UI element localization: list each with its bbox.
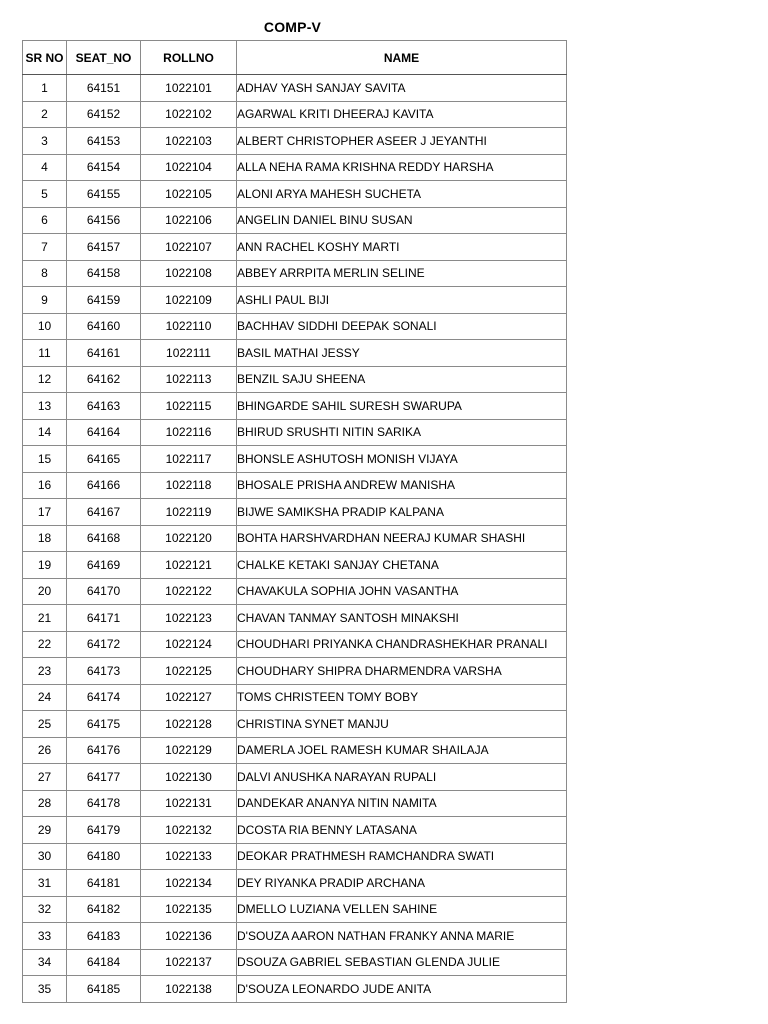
cell-name: D'SOUZA AARON NATHAN FRANKY ANNA MARIE	[237, 923, 567, 950]
cell-roll-no: 1022107	[141, 234, 237, 261]
cell-seat-no: 64184	[67, 949, 141, 976]
cell-seat-no: 64179	[67, 817, 141, 844]
cell-sr-no: 6	[23, 207, 67, 234]
cell-name: DEOKAR PRATHMESH RAMCHANDRA SWATI	[237, 843, 567, 870]
cell-roll-no: 1022135	[141, 896, 237, 923]
table-row	[23, 207, 567, 234]
cell-roll-no: 1022132	[141, 817, 237, 844]
cell-sr-no: 4	[23, 154, 67, 181]
cell-roll-no: 1022117	[141, 446, 237, 473]
cell-name: ALLA NEHA RAMA KRISHNA REDDY HARSHA	[237, 154, 567, 181]
table-row	[23, 684, 567, 711]
table-row	[23, 101, 567, 128]
cell-sr-no: 8	[23, 260, 67, 287]
cell-name: BHOSALE PRISHA ANDREW MANISHA	[237, 472, 567, 499]
cell-seat-no: 64153	[67, 128, 141, 155]
cell-name: DANDEKAR ANANYA NITIN NAMITA	[237, 790, 567, 817]
table-row	[23, 631, 567, 658]
cell-name: ALBERT CHRISTOPHER ASEER J JEYANTHI	[237, 128, 567, 155]
table-body	[23, 75, 567, 1003]
cell-name: BOHTA HARSHVARDHAN NEERAJ KUMAR SHASHI	[237, 525, 567, 552]
table-row	[23, 949, 567, 976]
cell-roll-no: 1022115	[141, 393, 237, 420]
table-row	[23, 313, 567, 340]
table-row	[23, 923, 567, 950]
cell-sr-no: 29	[23, 817, 67, 844]
table-row	[23, 976, 567, 1003]
table-row	[23, 340, 567, 367]
cell-sr-no: 33	[23, 923, 67, 950]
cell-name: BHINGARDE SAHIL SURESH SWARUPA	[237, 393, 567, 420]
cell-seat-no: 64163	[67, 393, 141, 420]
cell-sr-no: 28	[23, 790, 67, 817]
cell-name: CHAVAN TANMAY SANTOSH MINAKSHI	[237, 605, 567, 632]
cell-seat-no: 64160	[67, 313, 141, 340]
cell-roll-no: 1022137	[141, 949, 237, 976]
cell-roll-no: 1022104	[141, 154, 237, 181]
cell-name: BENZIL SAJU SHEENA	[237, 366, 567, 393]
cell-seat-no: 64178	[67, 790, 141, 817]
cell-seat-no: 64170	[67, 578, 141, 605]
cell-roll-no: 1022118	[141, 472, 237, 499]
cell-sr-no: 20	[23, 578, 67, 605]
cell-seat-no: 64165	[67, 446, 141, 473]
header-name: NAME	[237, 41, 567, 75]
cell-seat-no: 64171	[67, 605, 141, 632]
cell-roll-no: 1022119	[141, 499, 237, 526]
cell-roll-no: 1022133	[141, 843, 237, 870]
cell-seat-no: 64185	[67, 976, 141, 1003]
table-row	[23, 128, 567, 155]
cell-sr-no: 26	[23, 737, 67, 764]
cell-roll-no: 1022103	[141, 128, 237, 155]
cell-name: TOMS CHRISTEEN TOMY BOBY	[237, 684, 567, 711]
table-row	[23, 393, 567, 420]
table-row	[23, 366, 567, 393]
cell-name: CHOUDHARI PRIYANKA CHANDRASHEKHAR PRANALI	[237, 631, 567, 658]
cell-seat-no: 64173	[67, 658, 141, 685]
cell-sr-no: 7	[23, 234, 67, 261]
cell-name: CHALKE KETAKI SANJAY CHETANA	[237, 552, 567, 579]
table-row	[23, 896, 567, 923]
header-sr-no: SR NO	[23, 41, 67, 75]
cell-seat-no: 64181	[67, 870, 141, 897]
cell-name: AGARWAL KRITI DHEERAJ KAVITA	[237, 101, 567, 128]
cell-seat-no: 64177	[67, 764, 141, 791]
cell-seat-no: 64168	[67, 525, 141, 552]
cell-name: BASIL MATHAI JESSY	[237, 340, 567, 367]
cell-seat-no: 64175	[67, 711, 141, 738]
cell-sr-no: 2	[23, 101, 67, 128]
cell-roll-no: 1022105	[141, 181, 237, 208]
cell-sr-no: 34	[23, 949, 67, 976]
cell-roll-no: 1022128	[141, 711, 237, 738]
table-row	[23, 843, 567, 870]
cell-roll-no: 1022124	[141, 631, 237, 658]
cell-sr-no: 27	[23, 764, 67, 791]
cell-seat-no: 64166	[67, 472, 141, 499]
cell-roll-no: 1022116	[141, 419, 237, 446]
cell-sr-no: 31	[23, 870, 67, 897]
cell-roll-no: 1022131	[141, 790, 237, 817]
cell-name: ABBEY ARRPITA MERLIN SELINE	[237, 260, 567, 287]
cell-roll-no: 1022102	[141, 101, 237, 128]
cell-name: BHONSLE ASHUTOSH MONISH VIJAYA	[237, 446, 567, 473]
cell-roll-no: 1022129	[141, 737, 237, 764]
table-row	[23, 75, 567, 102]
table-row	[23, 181, 567, 208]
table-header	[23, 41, 567, 75]
table-row	[23, 764, 567, 791]
cell-name: ANGELIN DANIEL BINU SUSAN	[237, 207, 567, 234]
table-row	[23, 472, 567, 499]
header-roll-no: ROLLNO	[141, 41, 237, 75]
cell-seat-no: 64152	[67, 101, 141, 128]
cell-name: ALONI ARYA MAHESH SUCHETA	[237, 181, 567, 208]
table-row	[23, 552, 567, 579]
cell-roll-no: 1022130	[141, 764, 237, 791]
header-seat-no: SEAT_NO	[67, 41, 141, 75]
cell-name: BHIRUD SRUSHTI NITIN SARIKA	[237, 419, 567, 446]
cell-sr-no: 25	[23, 711, 67, 738]
table-row	[23, 658, 567, 685]
cell-sr-no: 35	[23, 976, 67, 1003]
cell-seat-no: 64161	[67, 340, 141, 367]
cell-name: CHAVAKULA SOPHIA JOHN VASANTHA	[237, 578, 567, 605]
cell-seat-no: 64174	[67, 684, 141, 711]
cell-name: BACHHAV SIDDHI DEEPAK SONALI	[237, 313, 567, 340]
cell-roll-no: 1022109	[141, 287, 237, 314]
table-row	[23, 260, 567, 287]
cell-sr-no: 18	[23, 525, 67, 552]
cell-roll-no: 1022108	[141, 260, 237, 287]
header-row	[23, 41, 567, 75]
cell-sr-no: 23	[23, 658, 67, 685]
table-row	[23, 419, 567, 446]
cell-roll-no: 1022121	[141, 552, 237, 579]
table-row	[23, 817, 567, 844]
student-roster-table	[22, 40, 567, 1003]
cell-roll-no: 1022136	[141, 923, 237, 950]
cell-name: DAMERLA JOEL RAMESH KUMAR SHAILAJA	[237, 737, 567, 764]
table-row	[23, 154, 567, 181]
cell-sr-no: 30	[23, 843, 67, 870]
cell-sr-no: 17	[23, 499, 67, 526]
cell-name: ADHAV YASH SANJAY SAVITA	[237, 75, 567, 102]
cell-name: ANN RACHEL KOSHY MARTI	[237, 234, 567, 261]
cell-seat-no: 64172	[67, 631, 141, 658]
cell-name: CHOUDHARY SHIPRA DHARMENDRA VARSHA	[237, 658, 567, 685]
table-row	[23, 578, 567, 605]
cell-roll-no: 1022123	[141, 605, 237, 632]
cell-seat-no: 64151	[67, 75, 141, 102]
table-row	[23, 499, 567, 526]
table-row	[23, 711, 567, 738]
cell-sr-no: 16	[23, 472, 67, 499]
cell-sr-no: 3	[23, 128, 67, 155]
cell-sr-no: 21	[23, 605, 67, 632]
cell-name: DSOUZA GABRIEL SEBASTIAN GLENDA JULIE	[237, 949, 567, 976]
cell-seat-no: 64164	[67, 419, 141, 446]
cell-roll-no: 1022138	[141, 976, 237, 1003]
table-row	[23, 605, 567, 632]
table-row	[23, 446, 567, 473]
cell-roll-no: 1022101	[141, 75, 237, 102]
cell-seat-no: 64156	[67, 207, 141, 234]
cell-seat-no: 64169	[67, 552, 141, 579]
table-row	[23, 737, 567, 764]
cell-sr-no: 22	[23, 631, 67, 658]
cell-name: DMELLO LUZIANA VELLEN SAHINE	[237, 896, 567, 923]
cell-name: DALVI ANUSHKA NARAYAN RUPALI	[237, 764, 567, 791]
cell-seat-no: 64183	[67, 923, 141, 950]
cell-roll-no: 1022113	[141, 366, 237, 393]
cell-name: DEY RIYANKA PRADIP ARCHANA	[237, 870, 567, 897]
table-row	[23, 870, 567, 897]
cell-sr-no: 24	[23, 684, 67, 711]
cell-name: ASHLI PAUL BIJI	[237, 287, 567, 314]
cell-roll-no: 1022134	[141, 870, 237, 897]
cell-roll-no: 1022120	[141, 525, 237, 552]
cell-name: DCOSTA RIA BENNY LATASANA	[237, 817, 567, 844]
cell-sr-no: 5	[23, 181, 67, 208]
cell-seat-no: 64180	[67, 843, 141, 870]
cell-sr-no: 10	[23, 313, 67, 340]
cell-roll-no: 1022110	[141, 313, 237, 340]
cell-sr-no: 9	[23, 287, 67, 314]
cell-sr-no: 12	[23, 366, 67, 393]
cell-seat-no: 64162	[67, 366, 141, 393]
table-row	[23, 287, 567, 314]
cell-sr-no: 19	[23, 552, 67, 579]
cell-sr-no: 11	[23, 340, 67, 367]
cell-sr-no: 13	[23, 393, 67, 420]
cell-seat-no: 64167	[67, 499, 141, 526]
cell-seat-no: 64182	[67, 896, 141, 923]
cell-roll-no: 1022125	[141, 658, 237, 685]
table-row	[23, 790, 567, 817]
cell-seat-no: 64155	[67, 181, 141, 208]
cell-sr-no: 15	[23, 446, 67, 473]
cell-seat-no: 64158	[67, 260, 141, 287]
cell-roll-no: 1022111	[141, 340, 237, 367]
cell-roll-no: 1022106	[141, 207, 237, 234]
cell-name: CHRISTINA SYNET MANJU	[237, 711, 567, 738]
cell-seat-no: 64176	[67, 737, 141, 764]
cell-seat-no: 64154	[67, 154, 141, 181]
table-row	[23, 234, 567, 261]
cell-sr-no: 32	[23, 896, 67, 923]
table-row	[23, 525, 567, 552]
cell-sr-no: 14	[23, 419, 67, 446]
cell-seat-no: 64159	[67, 287, 141, 314]
document-title: COMP-V	[263, 19, 322, 35]
cell-seat-no: 64157	[67, 234, 141, 261]
cell-sr-no: 1	[23, 75, 67, 102]
cell-roll-no: 1022122	[141, 578, 237, 605]
cell-roll-no: 1022127	[141, 684, 237, 711]
cell-name: BIJWE SAMIKSHA PRADIP KALPANA	[237, 499, 567, 526]
cell-name: D'SOUZA LEONARDO JUDE ANITA	[237, 976, 567, 1003]
